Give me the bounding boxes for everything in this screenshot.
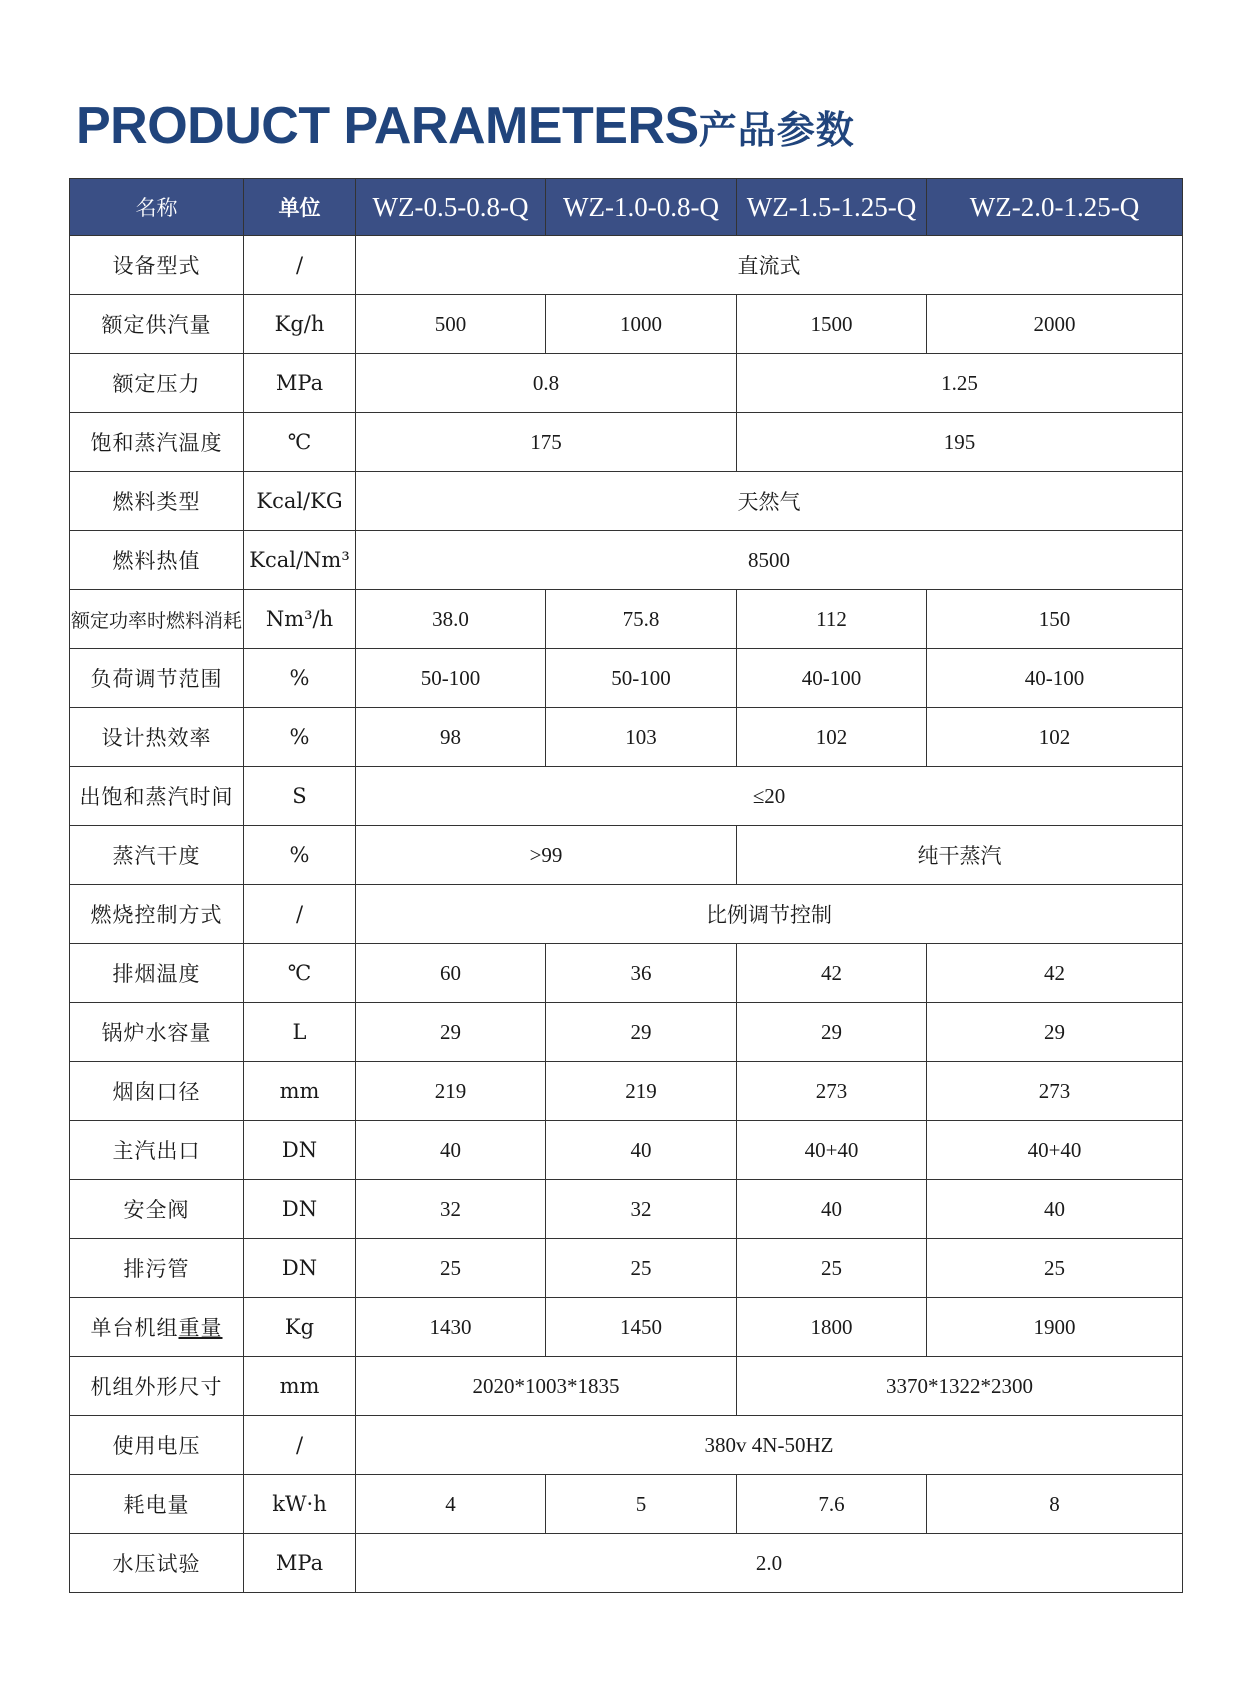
- param-unit: Kg/h: [244, 295, 356, 354]
- header-model-3: WZ-1.5-1.25-Q: [737, 179, 927, 236]
- table-row: [70, 531, 1183, 590]
- page-title: [76, 96, 855, 156]
- param-name: 设计热效率: [70, 708, 244, 767]
- table-row: [70, 1357, 1183, 1416]
- param-name: 烟囱口径: [70, 1062, 244, 1121]
- table-row: [70, 1534, 1183, 1593]
- param-value: 219: [356, 1062, 546, 1121]
- table-row: [70, 413, 1183, 472]
- table-row: [70, 1298, 1183, 1357]
- param-value: 60: [356, 944, 546, 1003]
- param-value: 273: [927, 1062, 1183, 1121]
- param-name: 安全阀: [70, 1180, 244, 1239]
- param-value: 1500: [737, 295, 927, 354]
- table-row: [70, 944, 1183, 1003]
- param-unit: MPa: [244, 1534, 356, 1593]
- param-unit: Kcal/Nm³: [244, 531, 356, 590]
- table-row: [70, 354, 1183, 413]
- param-value: 29: [356, 1003, 546, 1062]
- param-unit: DN: [244, 1180, 356, 1239]
- param-value: 0.8: [356, 354, 737, 413]
- param-value: 8500: [356, 531, 1183, 590]
- title-chinese: 产品参数: [698, 108, 855, 152]
- param-value: 150: [927, 590, 1183, 649]
- param-value: 3370*1322*2300: [737, 1357, 1183, 1416]
- param-unit: Kg: [244, 1298, 356, 1357]
- param-value: 40+40: [737, 1121, 927, 1180]
- header-name: 名称: [70, 179, 244, 236]
- header-unit: 单位: [244, 179, 356, 236]
- param-value: 2000: [927, 295, 1183, 354]
- param-value: 38.0: [356, 590, 546, 649]
- param-value: 1430: [356, 1298, 546, 1357]
- param-unit: %: [244, 826, 356, 885]
- param-name: 额定功率时燃料消耗: [70, 590, 244, 649]
- param-value: 32: [546, 1180, 737, 1239]
- table-row: [70, 1239, 1183, 1298]
- param-name-part: 单台机组: [90, 1316, 179, 1340]
- param-name: 使用电压: [70, 1416, 244, 1475]
- param-value: 1900: [927, 1298, 1183, 1357]
- param-unit: kW·h: [244, 1475, 356, 1534]
- param-value: 40: [927, 1180, 1183, 1239]
- param-value: 102: [737, 708, 927, 767]
- param-value: 40: [356, 1121, 546, 1180]
- param-value: 2.0: [356, 1534, 1183, 1593]
- param-value: 273: [737, 1062, 927, 1121]
- param-unit: %: [244, 708, 356, 767]
- param-name: [70, 1298, 244, 1357]
- param-value: 103: [546, 708, 737, 767]
- param-value: 4: [356, 1475, 546, 1534]
- param-name: 排烟温度: [70, 944, 244, 1003]
- param-value: 比例调节控制: [356, 885, 1183, 944]
- header-model-1: WZ-0.5-0.8-Q: [356, 179, 546, 236]
- param-value: 50-100: [356, 649, 546, 708]
- param-unit: mm: [244, 1357, 356, 1416]
- param-name: 燃料类型: [70, 472, 244, 531]
- param-name: 蒸汽干度: [70, 826, 244, 885]
- param-value: 25: [927, 1239, 1183, 1298]
- param-name: 出饱和蒸汽时间: [70, 767, 244, 826]
- param-value: 29: [927, 1003, 1183, 1062]
- param-unit: DN: [244, 1239, 356, 1298]
- table-row: [70, 1062, 1183, 1121]
- param-unit: DN: [244, 1121, 356, 1180]
- param-value: 195: [737, 413, 1183, 472]
- param-value: 直流式: [356, 236, 1183, 295]
- table-row: [70, 295, 1183, 354]
- table-row: [70, 826, 1183, 885]
- param-value: 42: [737, 944, 927, 1003]
- param-name: 机组外形尺寸: [70, 1357, 244, 1416]
- param-value: 380v 4N-50HZ: [356, 1416, 1183, 1475]
- param-value: 25: [356, 1239, 546, 1298]
- table-row: [70, 1180, 1183, 1239]
- param-unit: /: [244, 236, 356, 295]
- param-unit: ℃: [244, 944, 356, 1003]
- table-row: [70, 1003, 1183, 1062]
- header-row: [70, 179, 1183, 236]
- param-unit: /: [244, 1416, 356, 1475]
- param-name: 额定供汽量: [70, 295, 244, 354]
- param-name: 设备型式: [70, 236, 244, 295]
- table-row: [70, 767, 1183, 826]
- param-unit: Nm³/h: [244, 590, 356, 649]
- param-name: 燃烧控制方式: [70, 885, 244, 944]
- param-unit: L: [244, 1003, 356, 1062]
- param-name: 燃料热值: [70, 531, 244, 590]
- param-value: 32: [356, 1180, 546, 1239]
- param-unit: S: [244, 767, 356, 826]
- param-name: 锅炉水容量: [70, 1003, 244, 1062]
- table-row: [70, 236, 1183, 295]
- table-row: [70, 1475, 1183, 1534]
- table-row: [70, 590, 1183, 649]
- param-value: 175: [356, 413, 737, 472]
- param-name: 额定压力: [70, 354, 244, 413]
- param-value: 40-100: [927, 649, 1183, 708]
- param-name: 负荷调节范围: [70, 649, 244, 708]
- param-name: 饱和蒸汽温度: [70, 413, 244, 472]
- table-row: [70, 1416, 1183, 1475]
- param-unit: MPa: [244, 354, 356, 413]
- param-value: 75.8: [546, 590, 737, 649]
- param-value: ≤20: [356, 767, 1183, 826]
- param-value: 98: [356, 708, 546, 767]
- param-value: 219: [546, 1062, 737, 1121]
- param-value: >99: [356, 826, 737, 885]
- param-value: 1000: [546, 295, 737, 354]
- param-value: 40: [737, 1180, 927, 1239]
- param-value: 1800: [737, 1298, 927, 1357]
- table-row: [70, 472, 1183, 531]
- param-value: 112: [737, 590, 927, 649]
- param-value: 1.25: [737, 354, 1183, 413]
- param-value: 102: [927, 708, 1183, 767]
- param-value: 29: [546, 1003, 737, 1062]
- param-unit: %: [244, 649, 356, 708]
- param-name-underlined: 重量: [178, 1316, 223, 1340]
- param-unit: ℃: [244, 413, 356, 472]
- param-name: 水压试验: [70, 1534, 244, 1593]
- table-row: [70, 1121, 1183, 1180]
- param-value: 纯干蒸汽: [737, 826, 1183, 885]
- param-value: 2020*1003*1835: [356, 1357, 737, 1416]
- param-value: 29: [737, 1003, 927, 1062]
- param-value: 8: [927, 1475, 1183, 1534]
- title-english: PRODUCT PARAMETERS: [76, 97, 699, 155]
- table-row: [70, 885, 1183, 944]
- param-value: 42: [927, 944, 1183, 1003]
- param-value: 1450: [546, 1298, 737, 1357]
- header-model-2: WZ-1.0-0.8-Q: [546, 179, 737, 236]
- param-value: 5: [546, 1475, 737, 1534]
- param-value: 天然气: [356, 472, 1183, 531]
- param-value: 7.6: [737, 1475, 927, 1534]
- param-value: 25: [546, 1239, 737, 1298]
- param-name: 排污管: [70, 1239, 244, 1298]
- param-value: 25: [737, 1239, 927, 1298]
- param-value: 40: [546, 1121, 737, 1180]
- param-unit: mm: [244, 1062, 356, 1121]
- param-unit: /: [244, 885, 356, 944]
- param-name: 主汽出口: [70, 1121, 244, 1180]
- table-row: [70, 649, 1183, 708]
- param-unit: Kcal/KG: [244, 472, 356, 531]
- param-value: 36: [546, 944, 737, 1003]
- parameters-table: [69, 178, 1183, 1593]
- param-value: 40-100: [737, 649, 927, 708]
- param-value: 40+40: [927, 1121, 1183, 1180]
- param-name: 耗电量: [70, 1475, 244, 1534]
- param-value: 500: [356, 295, 546, 354]
- table-row: [70, 708, 1183, 767]
- header-model-4: WZ-2.0-1.25-Q: [927, 179, 1183, 236]
- param-value: 50-100: [546, 649, 737, 708]
